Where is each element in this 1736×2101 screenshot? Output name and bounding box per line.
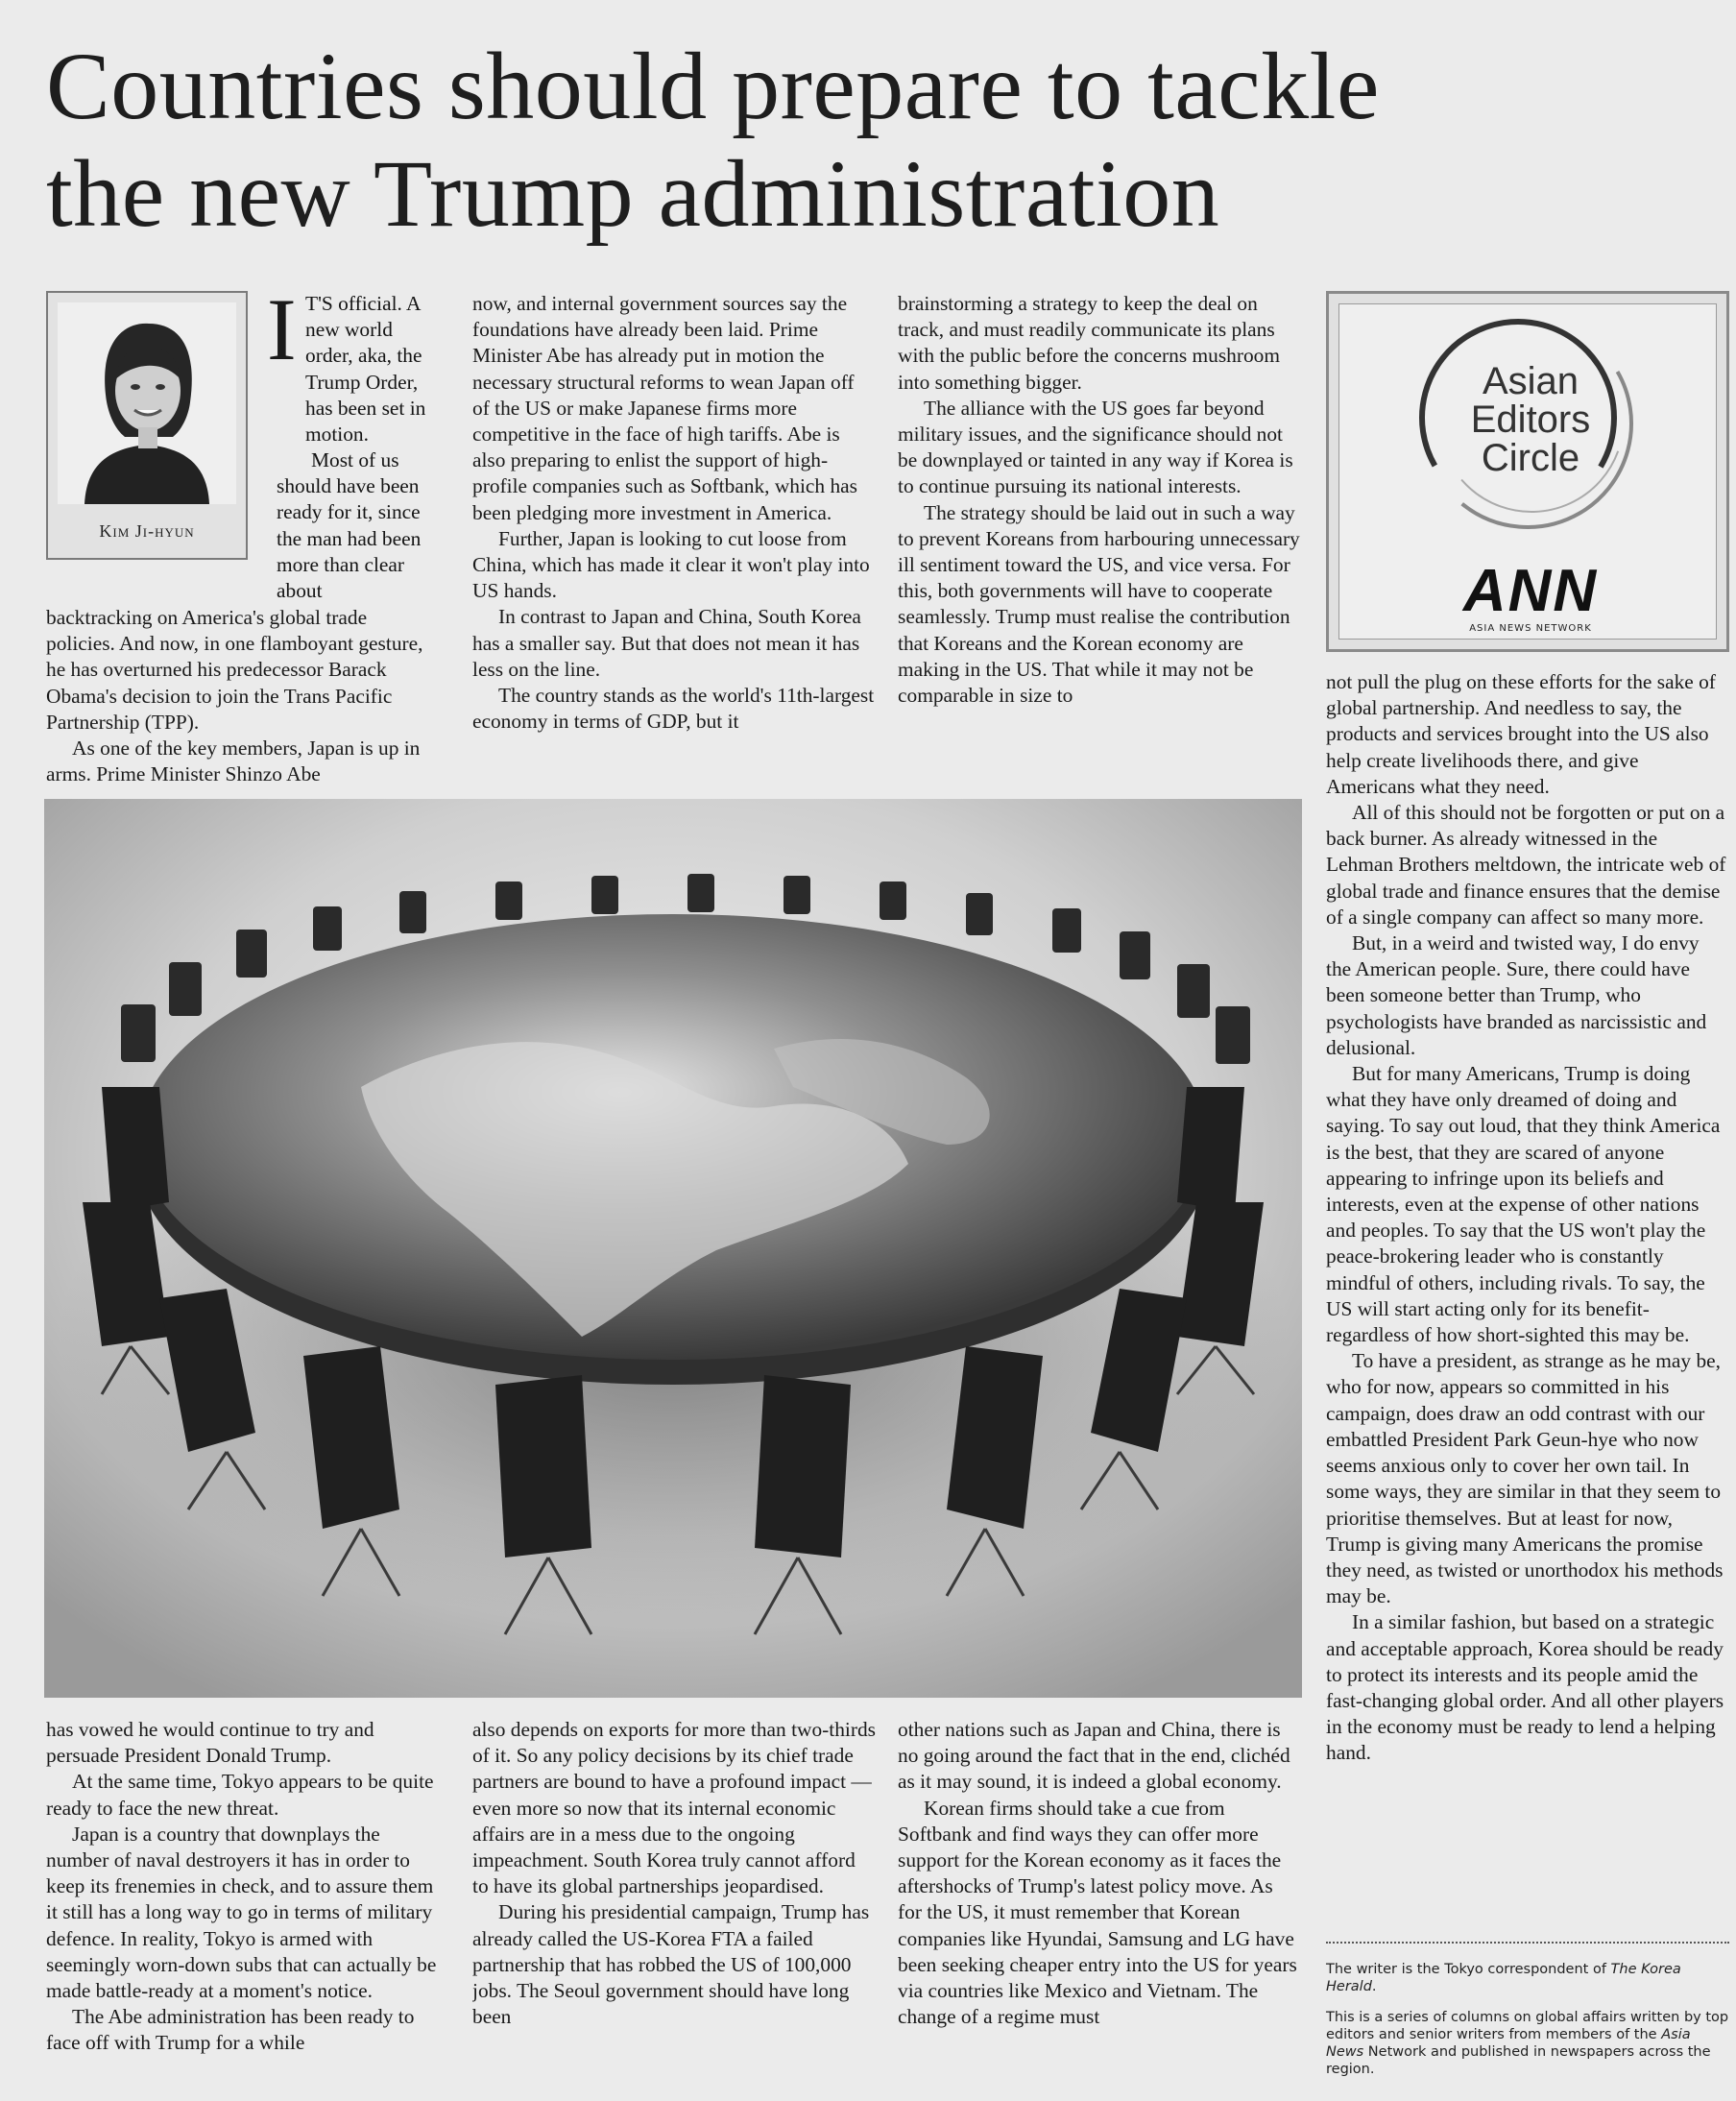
hero-image-globe-table: [44, 799, 1302, 1698]
paragraph: The strategy should be laid out in such a way to prevent Koreans from harbouring unnecessary ill sentiment toward the US, and vice versa. For this, both governments will have to cooperate seamlessly. Trump must realise the contribution that Koreans and the Korean economy are making in the US. That while it may not be comparable in size to: [898, 500, 1300, 708]
column-3-bottom: [898, 1717, 1301, 2101]
column-2-bottom: [472, 1717, 876, 2101]
paragraph: As one of the key members, Japan is up in arms. Prime Minister Shinzo Abe: [46, 737, 421, 786]
series-note-prefix: This is a series of columns on global affairs written by top editors and senior writers from members of the: [1326, 2010, 1729, 2042]
paragraph: Korean firms should take a cue from Softbank and find ways they can offer more support for the Korean economy as it faces the aftershocks of Trump's latest policy move. As for the US, it must remember that Korean companies like Hyundai, Samsung and LG have been seeking cheaper entry into the US for years via countries like Mexico and Vietnam. The change of a regime must: [898, 1796, 1297, 2029]
paragraph: The country stands as the world's 11th-largest economy in terms of GDP, but it: [472, 684, 875, 734]
intro-paragraph-1: T'S official. A new world order, aka, the Trump Order, has been set in motion.: [305, 292, 426, 447]
paragraph: But for many Americans, Trump is doing what they have only dreamed of doing and saying. To say out loud, that they think America is the best, that they are scared of anyone appearing to infringe upon its beliefs and interests, even at the expense of other nations and peoples. To say that the US won't play the peace-brokering leader who is constantly mindful of others, including rivals. To say, the US will start acting only for its benefit-regardless of how short-sighted this may be.: [1326, 1062, 1721, 1347]
author-portrait: [46, 291, 248, 560]
column-4: [1326, 669, 1729, 1942]
paragraph: All of this should not be forgotten or put on a back burner. As already witnessed in the Lehman Brothers meltdown, the intricate web of global trade and finance ensures that the demise of a single company can affect so many more.: [1326, 801, 1726, 929]
writer-publication: The Korea Herald: [1326, 1962, 1681, 1994]
logo-text-line-2: Editors: [1470, 398, 1591, 441]
dotted-divider: [1326, 1942, 1729, 1944]
author-photo: [58, 302, 236, 504]
paragraph: To have a president, as strange as he may be, who for now, appears so committed in his campaign, does draw an odd contrast with our embattled President Park Geun-hye who now seems anxious only to cover her own tail. In some ways, they are similar in that they seem to prioritise themselves. But at least for now, Trump is giving many Americans the promise they need, as twisted or unorthodox his methods may be.: [1326, 1349, 1724, 1608]
headline-line-1: Countries should prepare to tackle: [46, 33, 1380, 139]
paragraph: At the same time, Tokyo appears to be quite ready to face the new threat.: [46, 1770, 434, 1820]
series-note: [1326, 2009, 1729, 2078]
ann-logo: ANN: [1462, 558, 1599, 624]
author-name: Kim Ji-hyun: [99, 521, 195, 541]
logo-frame: [1338, 303, 1717, 640]
headline-line-2: the new Trump administration: [46, 140, 1220, 247]
paragraph: The alliance with the US goes far beyond military issues, and the significance should not be downplayed or tainted in any way if Korea is to continue pursuing its national interests.: [898, 396, 1293, 498]
drop-cap: I: [267, 280, 297, 378]
paragraph: brainstorming a strategy to keep the deal on track, and must readily communicate its plans with the public before the concerns mushroom into something bigger.: [898, 292, 1280, 394]
writer-note-prefix: The writer is the Tokyo correspondent of: [1326, 1962, 1611, 1977]
column-1-top: [46, 605, 440, 787]
column-3-top: [898, 291, 1301, 785]
headline: [46, 33, 1717, 248]
series-note-end: Network and published in newspapers across the region.: [1326, 2044, 1711, 2077]
paragraph: other nations such as Japan and China, there is no going around the fact that in the end, clichéd as it may sound, it is indeed a global economy.: [898, 1718, 1290, 1794]
paragraph: also depends on exports for more than two-thirds of it. So any policy decisions by its chief trade partners are bound to have a profound impact — even more so now that its internal economic affairs are in a mess due to the ongoing impeachment. South Korea truly cannot afford to have its global partnerships jeopardised.: [472, 1718, 876, 1898]
paragraph: has vowed he would continue to try and persuade President Donald Trump.: [46, 1718, 374, 1768]
column-1-bottom: [46, 1717, 442, 2101]
footnote: [1326, 1942, 1729, 2091]
asian-editors-circle-logo: [1326, 291, 1729, 652]
intro-text-2: [277, 447, 442, 604]
paragraph: Japan is a country that downplays the number of naval destroyers it has in order to keep its frenemies in check, and to assure them it still has a long way to go in terms of military defence. In reality, Tokyo is armed with seemingly worn-down subs that can actually be made battle-ready at a moment's notice.: [46, 1822, 437, 2003]
intro-text: [305, 291, 442, 447]
paragraph: backtracking on America's global trade policies. And now, in one flamboyant gesture, he has overturned his predecessor Barack Obama's decision to join the Trans Pacific Partnership (TPP).: [46, 606, 423, 734]
ann-subtitle: ASIA NEWS NETWORK: [1469, 623, 1592, 634]
column-2-top: [472, 291, 876, 785]
paragraph: not pull the plug on these efforts for the sake of global partnership. And needless to say, the products and services brought into the US also help create livelihoods there, and give Americans what they need.: [1326, 670, 1716, 798]
logo-text-line-1: Asian: [1482, 360, 1579, 402]
writer-note-end: .: [1371, 1979, 1377, 1994]
paragraph: Further, Japan is looking to cut loose from China, which has made it clear it won't play into US hands.: [472, 526, 870, 603]
paragraph: But, in a weird and twisted way, I do envy the American people. Sure, there could have been someone better than Trump, who psychologists have branded as narcissistic and delusional.: [1326, 931, 1707, 1059]
logo-text-line-3: Circle: [1481, 437, 1580, 479]
writer-note: [1326, 1961, 1729, 1995]
globe-conference-table-icon: [44, 799, 1302, 1698]
paragraph: During his presidential campaign, Trump has already called the US-Korea FTA a failed partnership that has robbed the US of 100,000 jobs. The Seoul government should have long been: [472, 1900, 870, 2029]
series-network: Asia News: [1326, 2027, 1691, 2060]
paragraph: now, and internal government sources say the foundations have already been laid. Prime Minister Abe has already put in motion the necessary structural reforms to wean Japan off of the US or make Japanese firms more competitive in the face of high tariffs. Abe is also preparing to enlist the support of high-profile companies such as Softbank, which has been pledging more investment in America.: [472, 292, 857, 524]
paragraph: In contrast to Japan and China, South Korea has a smaller say. But that does not mean it has less on the line.: [472, 605, 861, 681]
author-photo-icon: [58, 302, 236, 504]
paragraph: The Abe administration has been ready to face off with Trump for a while: [46, 2005, 415, 2055]
paragraph: In a similar fashion, but based on a strategic and acceptable approach, Korea should be ready to protect its interests and its people amid the fast-changing global order. And all other players in the economy must be ready to lend a helping hand.: [1326, 1610, 1724, 1765]
intro-paragraph-2: Most of us should have been ready for it, since the man had been more than clear about: [277, 448, 422, 603]
